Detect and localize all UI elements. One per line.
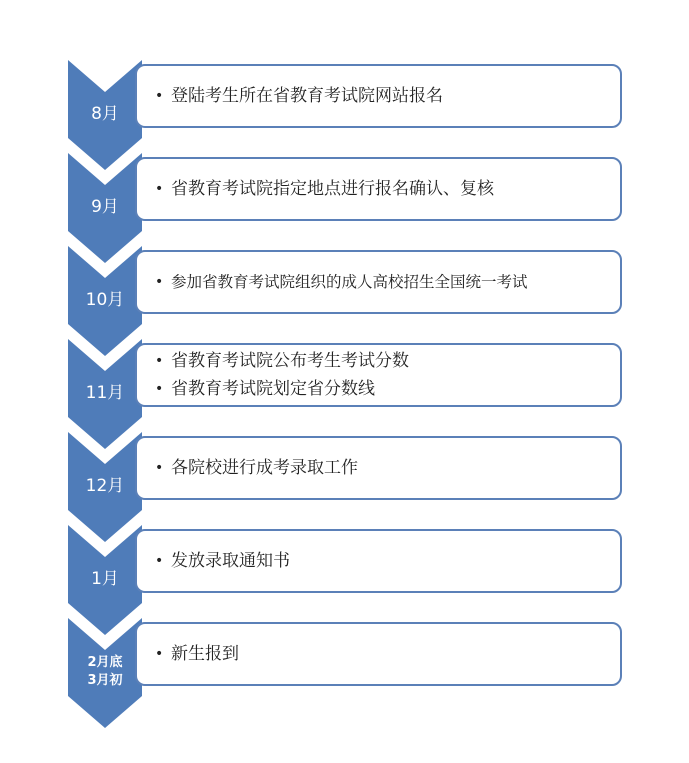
step-item xyxy=(155,82,620,110)
step-item xyxy=(155,640,620,668)
month-label xyxy=(68,375,142,411)
step-item-text: 参加省教育考试院组织的成人高校招生全国统一考试 xyxy=(171,273,528,291)
month-label xyxy=(68,654,142,690)
step-description-box xyxy=(135,343,622,407)
step-item-text: 登陆考生所在省教育考试院网站报名 xyxy=(171,86,443,106)
step-item xyxy=(155,268,620,296)
month-label xyxy=(68,561,142,597)
step-item-text: 新生报到 xyxy=(171,644,239,664)
month-label-line: 9月 xyxy=(91,197,119,217)
month-label-line: 12月 xyxy=(85,476,125,496)
timeline-step xyxy=(0,618,689,728)
bullet-icon: • xyxy=(155,646,164,662)
step-description-box xyxy=(135,529,622,593)
step-item-text: 省教育考试院公布考生考试分数 xyxy=(171,351,409,371)
step-item-text: 省教育考试院划定省分数线 xyxy=(171,379,375,399)
month-label xyxy=(68,96,142,132)
month-label-line: 2月底 xyxy=(87,655,123,670)
step-item-text: 发放录取通知书 xyxy=(171,551,290,571)
step-item xyxy=(155,347,620,375)
step-item xyxy=(155,375,620,403)
step-item xyxy=(155,547,620,575)
month-label-line: 11月 xyxy=(85,383,125,403)
step-description-box xyxy=(135,157,622,221)
step-item-text: 省教育考试院指定地点进行报名确认、复核 xyxy=(171,179,494,199)
step-item xyxy=(155,454,620,482)
step-description-box xyxy=(135,64,622,128)
month-label-line: 1月 xyxy=(91,569,119,589)
bullet-icon: • xyxy=(155,274,164,290)
step-description-box xyxy=(135,436,622,500)
month-label xyxy=(68,468,142,504)
bullet-icon: • xyxy=(155,88,164,104)
bullet-icon: • xyxy=(155,460,164,476)
bullet-icon: • xyxy=(155,553,164,569)
step-description-box xyxy=(135,622,622,686)
step-item xyxy=(155,175,620,203)
month-label xyxy=(68,189,142,225)
bullet-icon: • xyxy=(155,381,164,397)
month-label xyxy=(68,282,142,318)
bullet-icon: • xyxy=(155,353,164,369)
month-label-line: 3月初 xyxy=(87,673,123,688)
bullet-icon: • xyxy=(155,181,164,197)
step-item-text: 各院校进行成考录取工作 xyxy=(171,458,358,478)
month-label-line: 10月 xyxy=(85,290,125,310)
step-description-box xyxy=(135,250,622,314)
month-label-line: 8月 xyxy=(91,104,119,124)
